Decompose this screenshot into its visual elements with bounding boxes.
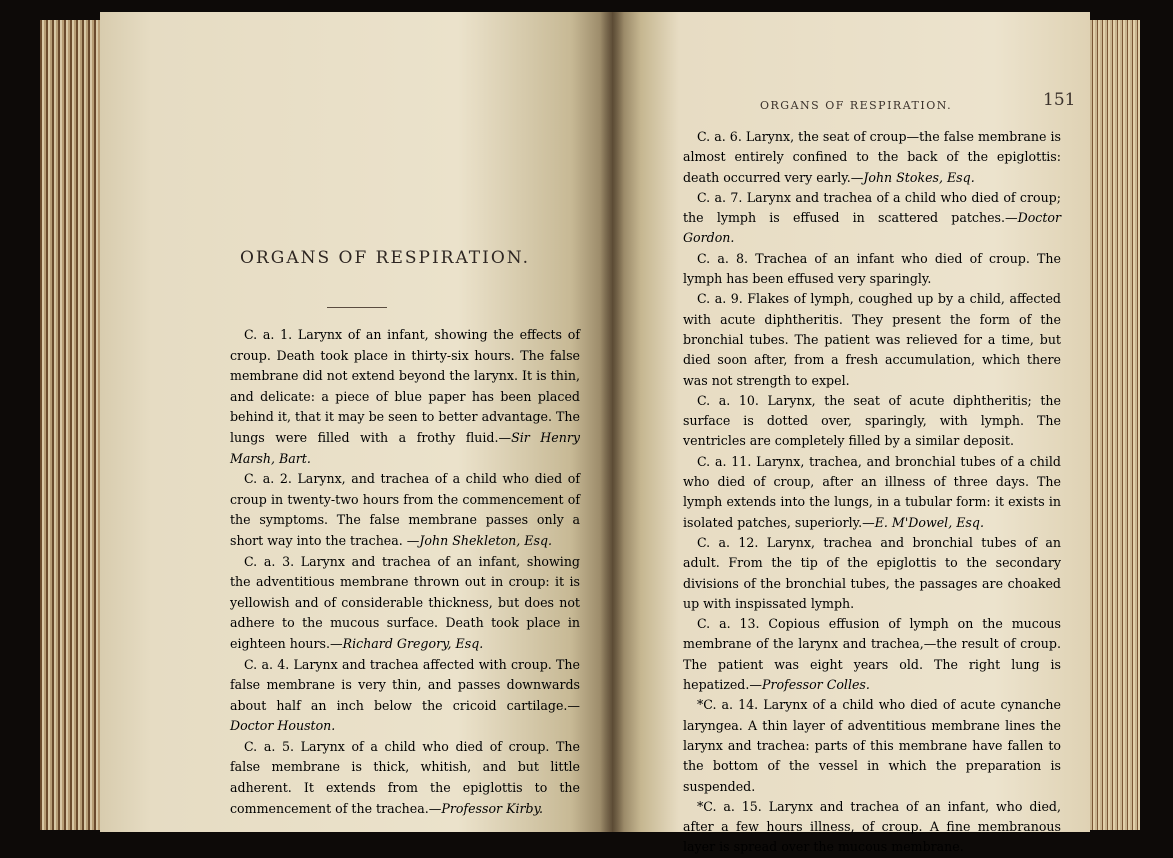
entry-author: Doctor Houston.: [230, 718, 336, 734]
entry-text: Flakes of lymph, coughed up by a child, affected with acute diphtheritis. They present the form of the bronchial tubes. The patient was relieved for a time, but died soon after, from a fresh accumulation, which there was not strength to expel.: [683, 291, 1061, 388]
entry-ref: C. a. 9.: [697, 291, 743, 307]
entry-author: E. M'Dowel, Esq.: [874, 514, 984, 530]
entry: [683, 695, 1061, 796]
entry-text: Larynx, and trachea of a child who died of croup in twenty-two hours from the commencement of the symptoms. The false membrane passes only a short way into the trachea. —: [230, 471, 580, 548]
entry: [230, 469, 580, 551]
entry-text: Larynx, trachea and bronchial tubes of an adult. From the tip of the epiglottis to the secondary divisions of the bronchial tubes, the passages are choaked up with inspissated lymph.: [683, 534, 1061, 611]
page-number: 151: [1043, 90, 1076, 110]
entry: [683, 452, 1061, 533]
entry-ref: C. a. 2.: [244, 471, 292, 487]
entry-ref: *C. a. 15.: [697, 798, 762, 814]
entry-ref: C. a. 1.: [244, 327, 293, 342]
entry-ref: C. a. 12.: [697, 534, 759, 550]
left-page-text: [230, 325, 580, 819]
entry-author: John Shekleton, Esq.: [419, 532, 553, 548]
right-page-text: [683, 127, 1061, 858]
entry-ref: C. a. 4.: [244, 656, 290, 672]
entry-text: Larynx of an infant, showing the effects of croup. Death took place in thirty-six hours. The false membrane did not extend beyond the larynx. It is thin, and delicate: a piece of blue paper has been placed behind it, that it may be seen to better advantage. The lungs were filled with a frothy fluid.—: [230, 327, 580, 445]
entry-text: Larynx, the seat of croup—the false membrane is almost entirely confined to the back of the epiglottis: death occurred very early.—: [683, 129, 1061, 185]
entry: [230, 552, 580, 655]
entry-ref: C. a. 11.: [697, 453, 752, 469]
entry-ref: *C. a. 14.: [697, 697, 759, 713]
entry-ref: C. a. 13.: [697, 616, 760, 632]
book-gutter: [600, 12, 624, 832]
entry-ref: C. a. 10.: [697, 392, 759, 408]
title-rule: [327, 307, 387, 308]
entry-author: Sir Henry Marsh, Bart.: [230, 429, 580, 466]
entry: [683, 533, 1061, 614]
entry-ref: C. a. 3.: [244, 553, 295, 569]
entry-text: Larynx of a child who died of croup. The false membrane is thick, whitish, and but little adherent. It extends from the epiglottis to the commencement of the trachea.—: [230, 738, 580, 816]
entry-text: Larynx and trachea of an infant, showing the adventitious membrane thrown out in croup: it is yellowish and of considerable thickness, but does not adhere to the mucous surface. Death took place in eighteen hours.—: [230, 553, 580, 651]
entry: [683, 797, 1061, 858]
entry: [683, 188, 1061, 249]
entry-text: Larynx of a child who died of acute cynanche laryngea. A thin layer of adventitious membrane lines the larynx and trachea: parts of this membrane have fallen to the bottom of the vessel in which the preparation is suspended.: [683, 697, 1061, 794]
entry: [230, 737, 580, 819]
entry-text: Larynx, trachea, and bronchial tubes of a child who died of croup, after an illness of three days. The lymph extends into the lungs, in a tubular form: it exists in isolated patches, superiorly.—: [683, 453, 1061, 530]
entry-author: Doctor Gordon.: [683, 210, 1061, 246]
entry-ref: C. a. 7.: [697, 189, 743, 205]
right-page-edges: [1090, 20, 1140, 830]
entry-text: Larynx and trachea of a child who died of croup; the lymph is effused in scattered patches.—: [683, 189, 1061, 226]
entry-author: John Stokes, Esq.: [863, 169, 975, 185]
entry: [683, 391, 1061, 452]
entry-author: Professor Kirby.: [441, 800, 544, 816]
entry-text: Copious effusion of lymph on the mucous membrane of the larynx and trachea,—the result of croup. The patient was eight years old. The right lung is hepatized.—: [683, 616, 1061, 693]
entry: [683, 614, 1061, 695]
entry: [683, 249, 1061, 290]
entry-text: Larynx and trachea of an infant, who died, after a few hours illness, of croup. A fine membranous layer is spread over the mucous membrane.: [683, 798, 1061, 855]
entry-text: Larynx and trachea affected with croup. The false membrane is very thin, and passes downwards about half an inch below the cricoid cartilage.—: [230, 656, 580, 713]
entry: [230, 325, 580, 469]
open-book: [40, 12, 1140, 855]
section-title: ORGANS OF RESPIRATION.: [240, 248, 530, 268]
running-header: ORGANS OF RESPIRATION.: [760, 99, 953, 112]
entry-author: Professor Colles.: [761, 677, 870, 693]
entry-text: Trachea of an infant who died of croup. The lymph has been effused very sparingly.: [683, 250, 1061, 287]
entry-ref: C. a. 5.: [244, 738, 294, 754]
entry-author: Richard Gregory, Esq.: [342, 635, 484, 651]
entry: [230, 655, 580, 737]
entry: [683, 289, 1061, 390]
entry-ref: C. a. 6.: [697, 129, 742, 144]
entry-ref: C. a. 8.: [697, 250, 749, 266]
entry-text: Larynx, the seat of acute diphtheritis; the surface is dotted over, sparingly, with lymph. The ventricles are completely filled by a similar deposit.: [683, 392, 1061, 449]
entry: [683, 127, 1061, 188]
